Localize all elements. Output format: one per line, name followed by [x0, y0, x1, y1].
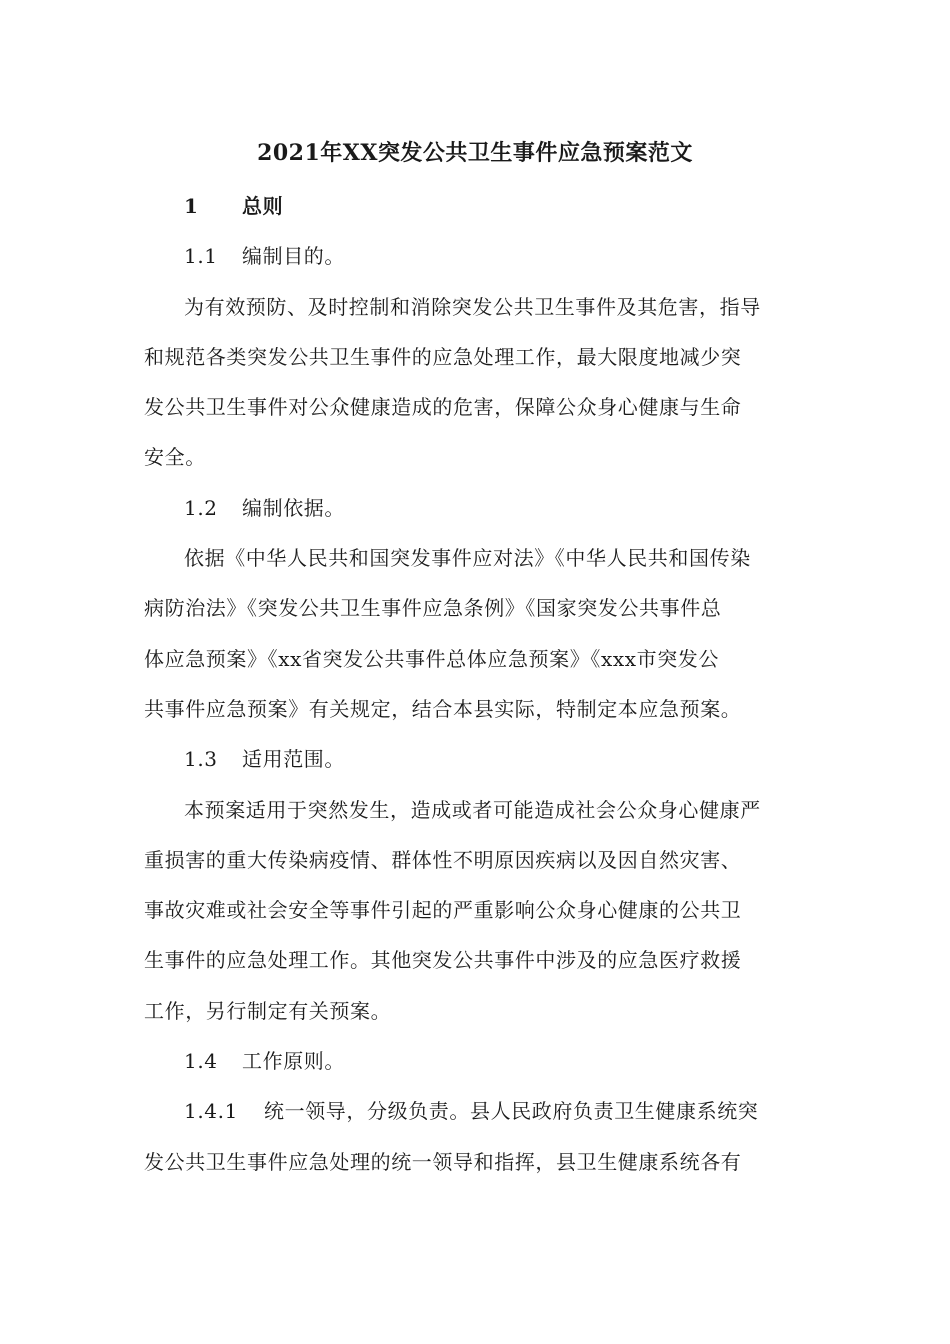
paragraph-line: 发公共卫生事件应急处理的统一领导和指挥，县卫生健康系统各有: [144, 1149, 742, 1174]
paragraph-line: 工作，另行制定有关预案。: [144, 998, 392, 1023]
subsection-heading-text: 适用范围。: [242, 747, 345, 772]
subsection-heading-1-3: [144, 734, 806, 784]
document-title: 2021年XX突发公共卫生事件应急预案范文: [257, 140, 693, 166]
paragraph-line: 生事件的应急处理工作。其他突发公共事件中涉及的应急医疗救援: [144, 948, 742, 973]
subsection-heading-text: 编制依据。: [242, 495, 345, 520]
subsection-number: 1.3: [184, 747, 218, 772]
paragraph-line: 发公共卫生事件对公众健康造成的危害，保障公众身心健康与生命: [144, 395, 742, 420]
paragraph-line: 病防治法》《突发公共卫生事件应急条例》《国家突发公共事件总: [144, 596, 722, 621]
paragraph-principle-1: [144, 1086, 806, 1187]
paragraph-line: 本预案适用于突然发生，造成或者可能造成社会公众身心健康严: [184, 797, 761, 822]
paragraph-line: 依据《中华人民共和国突发事件应对法》《中华人民共和国传染: [184, 546, 751, 571]
subsection-heading-text: 工作原则。: [242, 1049, 345, 1074]
subsection-number: 1.4: [184, 1049, 218, 1074]
paragraph-line: 安全。: [144, 445, 206, 470]
subsection-heading-1-4: [144, 1036, 806, 1086]
subsubsection-number: 1.4.1: [184, 1099, 238, 1124]
paragraph-line-text: 统一领导，分级负责。县人民政府负责卫生健康系统突: [264, 1099, 759, 1124]
paragraph-basis: [144, 533, 806, 734]
paragraph-line: 体应急预案》《xx省突发公共事件总体应急预案》《xxx市突发公: [144, 646, 719, 671]
section-heading-text: 总则: [242, 194, 284, 218]
paragraph-line: 为有效预防、及时控制和消除突发公共卫生事件及其危害，指导: [184, 294, 761, 319]
subsection-heading-1-1: [144, 231, 806, 281]
paragraph-scope: [144, 785, 806, 1036]
subsection-number: 1.2: [184, 495, 218, 520]
subsection-heading-1-2: [144, 483, 806, 533]
paragraph-line: 事故灾难或社会安全等事件引起的严重影响公众身心健康的公共卫: [144, 898, 742, 923]
paragraph-line: [144, 1086, 806, 1136]
subsection-number: 1.1: [184, 244, 218, 269]
section-number: 1: [184, 194, 199, 218]
paragraph-purpose: [144, 282, 806, 483]
paragraph-line: 共事件应急预案》有关规定，结合本县实际，特制定本应急预案。: [144, 696, 742, 721]
paragraph-line: 和规范各类突发公共卫生事件的应急处理工作，最大限度地减少突: [144, 344, 742, 369]
paragraph-line: 重损害的重大传染病疫情、群体性不明原因疾病以及因自然灾害、: [144, 847, 742, 872]
subsection-heading-text: 编制目的。: [242, 244, 345, 269]
section-heading-1: [144, 181, 806, 231]
